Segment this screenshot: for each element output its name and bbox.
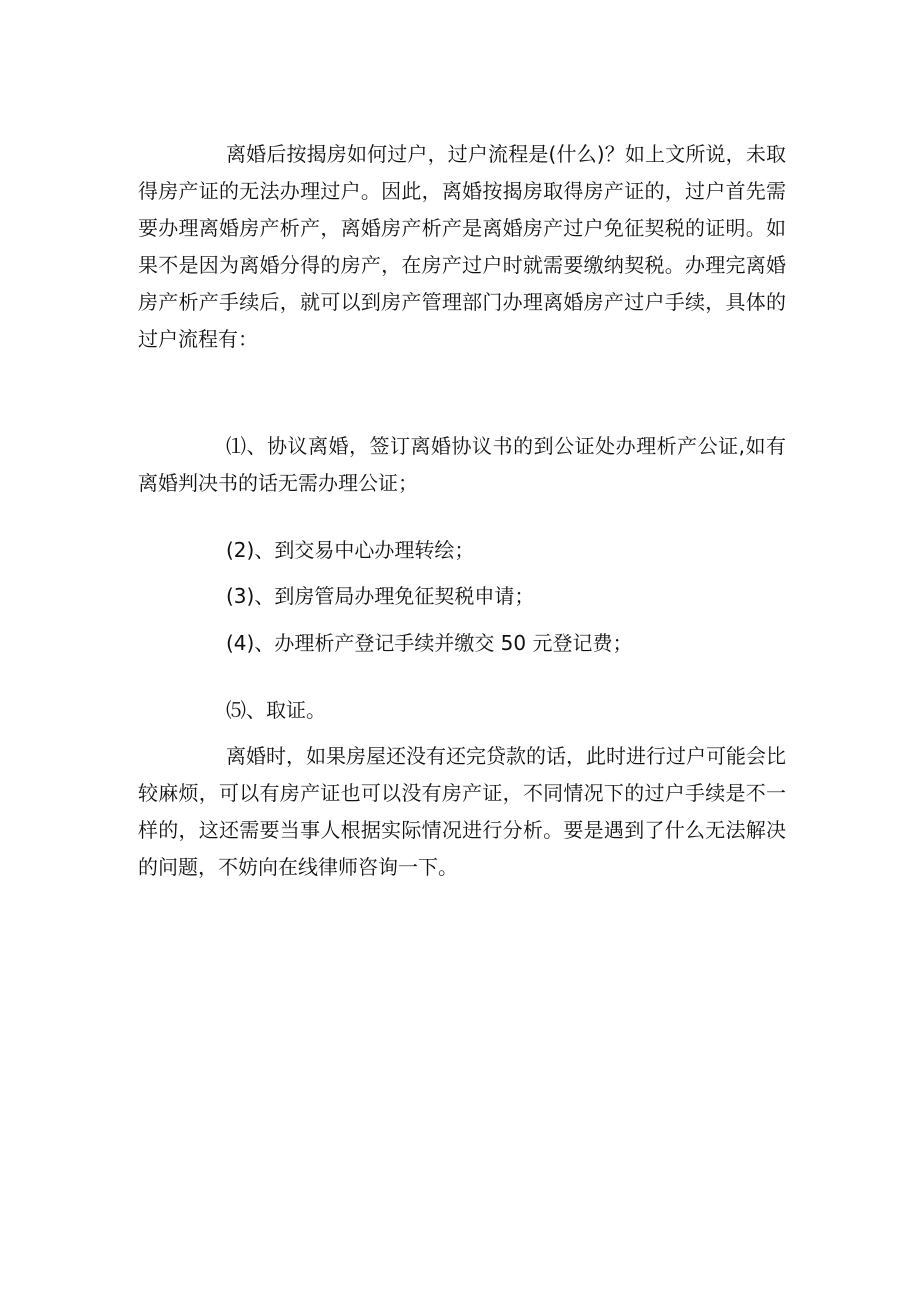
- step-3-item: (3)、到房管局办理免征契税申请；: [226, 584, 535, 608]
- intro-paragraph: 离婚后按揭房如何过户，过户流程是(什么)？如上文所说，未取得房产证的无法办理过户。因此，离婚按揭房取得房产证的，过户首先需要办理离婚房产析产，离婚房产析产是离婚房产过户免征契税的证明。如果不是因为离婚分得的房产，在房产过户时就需要缴纳契税。办理完离婚房产析产手续后，就可以到房产管理部门办理离婚房产过户手续，具体的过户流程有：: [138, 142, 786, 351]
- step-4-item: (4)、办理析产登记手续并缴交 50 元登记费；: [226, 631, 633, 655]
- step-2-item: (2)、到交易中心办理转绘；: [226, 538, 475, 562]
- step-1-paragraph: ⑴、协议离婚，签订离婚协议书的到公证处办理析产公证,如有离婚判决书的话无需办理公证；: [138, 434, 786, 495]
- step-5-item: ⑸、取证。: [226, 698, 326, 722]
- closing-paragraph: 离婚时，如果房屋还没有还完贷款的话，此时进行过户可能会比较麻烦，可以有房产证也可以没有房产证，不同情况下的过户手续是不一样的，这还需要当事人根据实际情况进行分析。要是遇到了什么无法解决的问题，不妨向在线律师咨询一下。: [138, 744, 786, 879]
